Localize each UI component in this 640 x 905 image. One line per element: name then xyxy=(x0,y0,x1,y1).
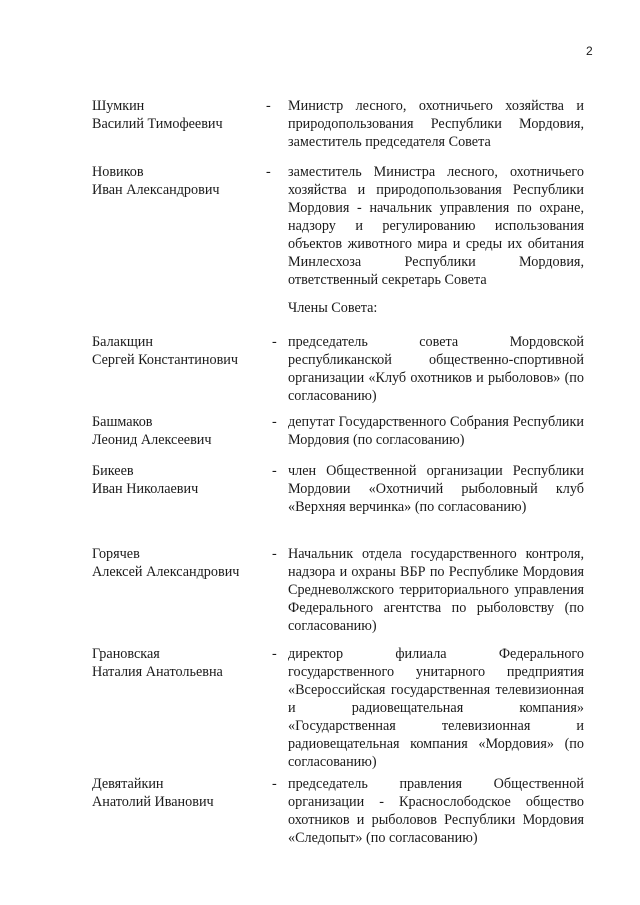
entry-dash: - xyxy=(272,776,277,792)
person-given-names: Иван Александрович xyxy=(92,182,220,198)
person-name xyxy=(92,97,262,133)
person-name xyxy=(92,645,262,681)
person-given-names: Алексей Александрович xyxy=(92,564,240,580)
person-surname: Новиков xyxy=(92,164,144,180)
entry-dash: - xyxy=(272,546,277,562)
entry-dash: - xyxy=(272,414,277,430)
entry-dash: - xyxy=(266,164,271,180)
person-position: депутат Государственного Собрания Республики Мордовия (по согласованию) xyxy=(288,414,584,448)
person-name xyxy=(92,413,262,449)
person-given-names: Иван Николаевич xyxy=(92,481,199,497)
entry-dash: - xyxy=(272,463,277,479)
person-given-names: Сергей Константинович xyxy=(92,352,239,368)
person-given-names: Анатолий Иванович xyxy=(92,794,214,810)
person-position: Начальник отдела государственного контроля, надзора и охраны ВБР по Республике Мордовия Средневолжского территориального управления Федерального агентства по рыболовству (по согласованию) xyxy=(288,546,584,634)
page-number: 2 xyxy=(586,44,593,58)
entry-dash: - xyxy=(272,646,277,662)
person-surname: Девятайкин xyxy=(92,776,164,792)
person-surname: Балакщин xyxy=(92,334,153,350)
person-given-names: Леонид Алексеевич xyxy=(92,432,212,448)
members-heading: Члены Совета: xyxy=(288,300,378,316)
person-position: председатель совета Мордовской республиканской общественно-спортивной организации «Клуб охотников и рыболовов» (по согласованию) xyxy=(288,334,584,404)
person-position: председатель правления Общественной организации - Краснослободское общество охотников и рыболовов Республики Мордовия «Следопыт» (по согласованию) xyxy=(288,776,584,846)
person-surname: Шумкин xyxy=(92,98,145,114)
person-surname: Бикеев xyxy=(92,463,134,479)
person-given-names: Василий Тимофеевич xyxy=(92,116,223,132)
person-position: заместитель Министра лесного, охотничьего хозяйства и природопользования Республики Мордовия - начальник управления по охране, надзору и регулированию использования объектов животного мира и среды их обитания Минлесхоза Республики Мордовия, ответственный секретарь Совета xyxy=(288,164,584,288)
person-position: член Общественной организации Республики Мордовии «Охотничий рыболовный клуб «Верхняя верчинка» (по согласованию) xyxy=(288,463,584,515)
entry-dash: - xyxy=(266,98,271,114)
person-name xyxy=(92,545,262,581)
person-surname: Горячев xyxy=(92,546,140,562)
person-position: Министр лесного, охотничьего хозяйства и природопользования Республики Мордовия, заместитель председателя Совета xyxy=(288,98,584,150)
person-name xyxy=(92,775,262,811)
person-surname: Башмаков xyxy=(92,414,153,430)
person-given-names: Наталия Анатольевна xyxy=(92,664,223,680)
person-name xyxy=(92,333,262,369)
person-name xyxy=(92,163,262,199)
person-position: директор филиала Федерального государственного унитарного предприятия «Всероссийская государственная телевизионная и радиовещательная компания» «Государственная телевизионная и радиовещательная компания «Мордовия» (по согласованию) xyxy=(288,646,584,770)
person-surname: Грановская xyxy=(92,646,160,662)
entry-dash: - xyxy=(272,334,277,350)
person-name xyxy=(92,462,262,498)
